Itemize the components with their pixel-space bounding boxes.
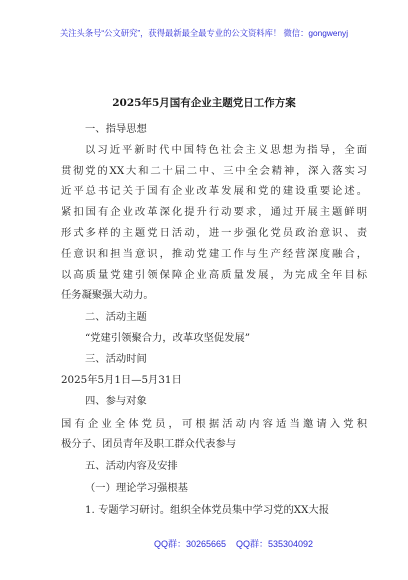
paragraph-line: 近平总书记关于国有企业改革发展和党的建设重要论述。 xyxy=(61,185,367,197)
paragraph-line: 贯彻党的XX大和二十届二中、三中全会精神，深入落实习 xyxy=(61,165,367,177)
paragraph-line: 任务凝聚强大动力。 xyxy=(61,289,154,301)
paragraph-line: 极分子、团员青年及职工群众代表参与 xyxy=(61,438,237,450)
subsection-heading-theory-study: （一）理论学习强根基 xyxy=(85,482,188,494)
section-heading-activity-content: 五、活动内容及安排 xyxy=(85,460,178,472)
paragraph-line: 形式多样的主题党日活动，进一步强化党员政治意识、责 xyxy=(61,227,367,239)
paragraph-line: 以高质量党建引领保障企业高质量发展，为完成全年目标 xyxy=(61,269,367,281)
list-item-special-study: 1. 专题学习研讨。组织全体党员集中学习党的XX大报 xyxy=(85,504,329,516)
section-heading-activity-time: 三、活动时间 xyxy=(85,353,147,365)
activity-time-text: 2025年5月1日—5月31日 xyxy=(61,374,182,386)
document-title: 2025年5月国有企业主题党日工作方案 xyxy=(112,97,296,109)
paragraph-line: 任意识和担当意识，推动党建工作与生产经营深度融合， xyxy=(61,248,367,260)
footer-qq-group-2: QQ群：535304092 xyxy=(236,539,314,549)
paragraph-line: 紧扣国有企业改革深化提升行动要求，通过开展主题鲜明 xyxy=(61,206,367,218)
footer-qq-group-1: QQ群：30265665 xyxy=(154,539,227,549)
section-heading-participants: 四、参与对象 xyxy=(85,395,147,407)
activity-theme-text: “党建引领聚合力，改革攻坚促发展” xyxy=(85,332,250,344)
section-heading-activity-theme: 二、活动主题 xyxy=(85,311,147,323)
header-promo-note: 关注头条号“公文研究”，获得最新最全最专业的公文资料库！ 微信：gongwenyj xyxy=(59,28,349,38)
paragraph-line: 以习近平新时代中国特色社会主义思想为指导，全面 xyxy=(85,144,367,156)
paragraph-line: 国有企业全体党员，可根据活动内容适当邀请入党积 xyxy=(61,418,367,430)
section-heading-guiding-ideology: 一、指导思想 xyxy=(85,123,147,135)
